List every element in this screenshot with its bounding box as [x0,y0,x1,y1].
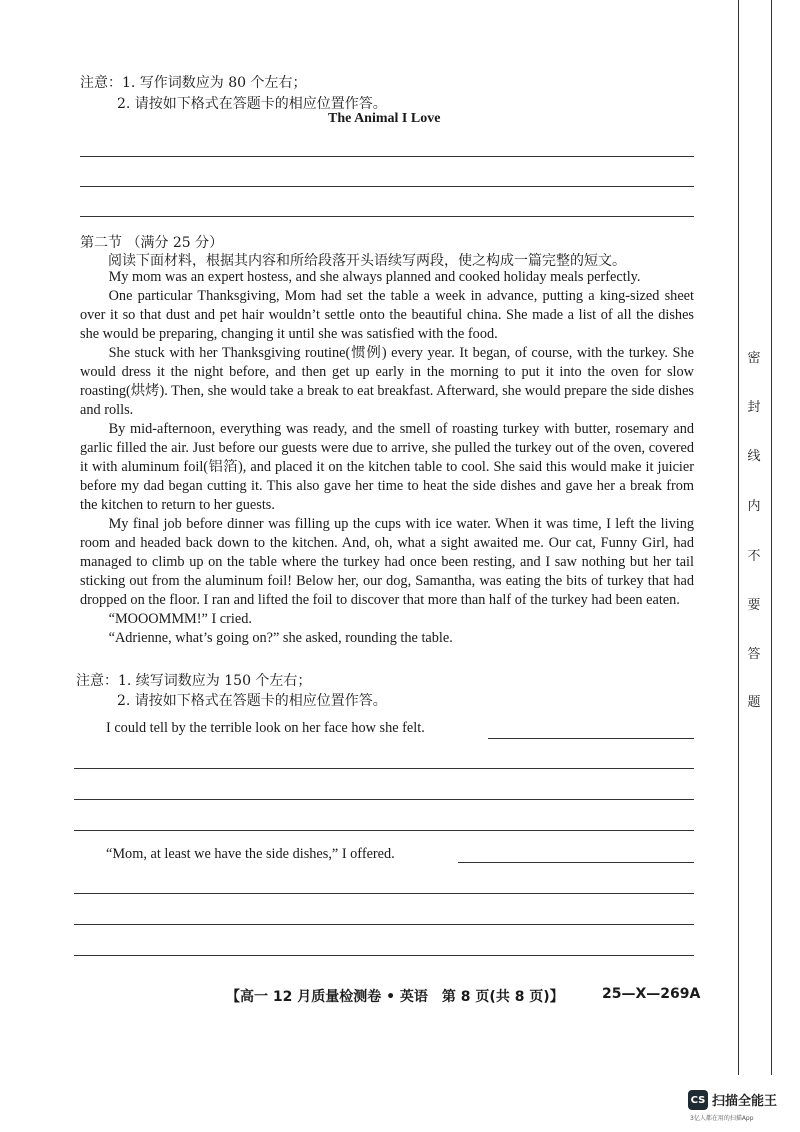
passage-paragraph: My mom was an expert hostess, and she always planned and cooked holiday meals perfectly. [108,269,641,285]
binding-margin-line [738,0,739,1075]
margin-char: 线 [747,449,761,464]
margin-char: 不 [747,549,761,564]
writing-note-line1: 注意：1. 写作词数应为 80 个左右； [80,75,307,91]
answer-line [458,862,694,863]
answer-line [80,156,694,157]
continuation-note-line1: 注意：1. 续写词数应为 150 个左右； [76,673,312,689]
answer-line [74,830,694,831]
answer-line [488,738,694,739]
answer-line [74,924,694,925]
camscanner-name: 扫描全能王 [712,1094,778,1109]
binding-margin-line [771,0,772,1075]
answer-line [74,893,694,894]
answer-line [74,768,694,769]
camscanner-tagline: 3亿人都在用的扫描App [690,1115,754,1122]
essay-title: The Animal I Love [328,111,441,126]
passage-paragraph: “Adrienne, what’s going on?” she asked, rounding the table. [108,630,453,646]
page-footer-title: 【高一 12 月质量检测卷 • 英语 第 8 页(共 8 页)】 [226,989,564,1005]
continuation-prompt-2: “Mom, at least we have the side dishes,” I offered. [106,846,395,862]
section-instruction: 阅读下面材料，根据其内容和所给段落开头语续写两段，使之构成一篇完整的短文。 [108,253,626,269]
answer-line [74,955,694,956]
margin-char: 内 [747,499,761,514]
passage-paragraph: She stuck with her Thanksgiving routine(惯例) every year. It began, of course, with the turkey. She would dress it the night before, and then get up early in the morning to put it into the oven for slow roasting(烘烤). Then, she would take a break to eat breakfast. Afterward, she would prepare the side dishes and rolls. [80,345,694,418]
margin-char: 答 [747,647,761,662]
passage [80,268,694,648]
margin-char: 要 [747,598,761,613]
camscanner-logo-icon: CS [688,1090,708,1110]
writing-note-line2: 2. 请按如下格式在答题卡的相应位置作答。 [117,96,387,112]
page-footer-code: 25—X—269A [602,986,701,1002]
passage-paragraph: By mid-afternoon, everything was ready, and the smell of roasting turkey with butter, rosemary and garlic filled the air. Just before our guests were due to arrive, she pulled the turkey out of the oven, covered it with aluminum foil(铝箔), and placed it on the kitchen table to cool. She said this would make it juicier before my dad began cutting it. This also gave her time to heat the side dishes and gave her a break from the kitchen to return to her guests. [80,421,694,513]
answer-line [74,799,694,800]
section-heading: 第二节 （满分 25 分） [80,235,224,251]
margin-char: 题 [747,695,761,710]
margin-char: 封 [747,400,761,415]
answer-line [80,216,694,217]
passage-paragraph: “MOOOMMM!” I cried. [108,611,252,627]
passage-paragraph: One particular Thanksgiving, Mom had set the table a week in advance, putting a king-sized sheet over it so that dust and pet hair wouldn’t settle onto the beautiful china. She made a list of all the dishes she would be preparing, changing it until she was satisfied with the food. [80,288,694,342]
continuation-note-line2: 2. 请按如下格式在答题卡的相应位置作答。 [117,693,387,709]
passage-paragraph: My final job before dinner was filling up the cups with ice water. When it was time, I left the living room and headed back down to the kitchen. And, oh, what a sight awaited me. Our cat, Funny Girl, had managed to climb up on the table where the turkey had once been resting, and I saw nothing but her tail sticking out from the aluminum foil! Below her, our dog, Samantha, was eating the bits of turkey that had dropped on the floor. I ran and lifted the foil to discover that more than half of the turkey had been eaten. [80,516,694,608]
answer-line [80,186,694,187]
margin-char: 密 [747,351,761,366]
continuation-prompt-1: I could tell by the terrible look on her face how she felt. [106,720,425,736]
